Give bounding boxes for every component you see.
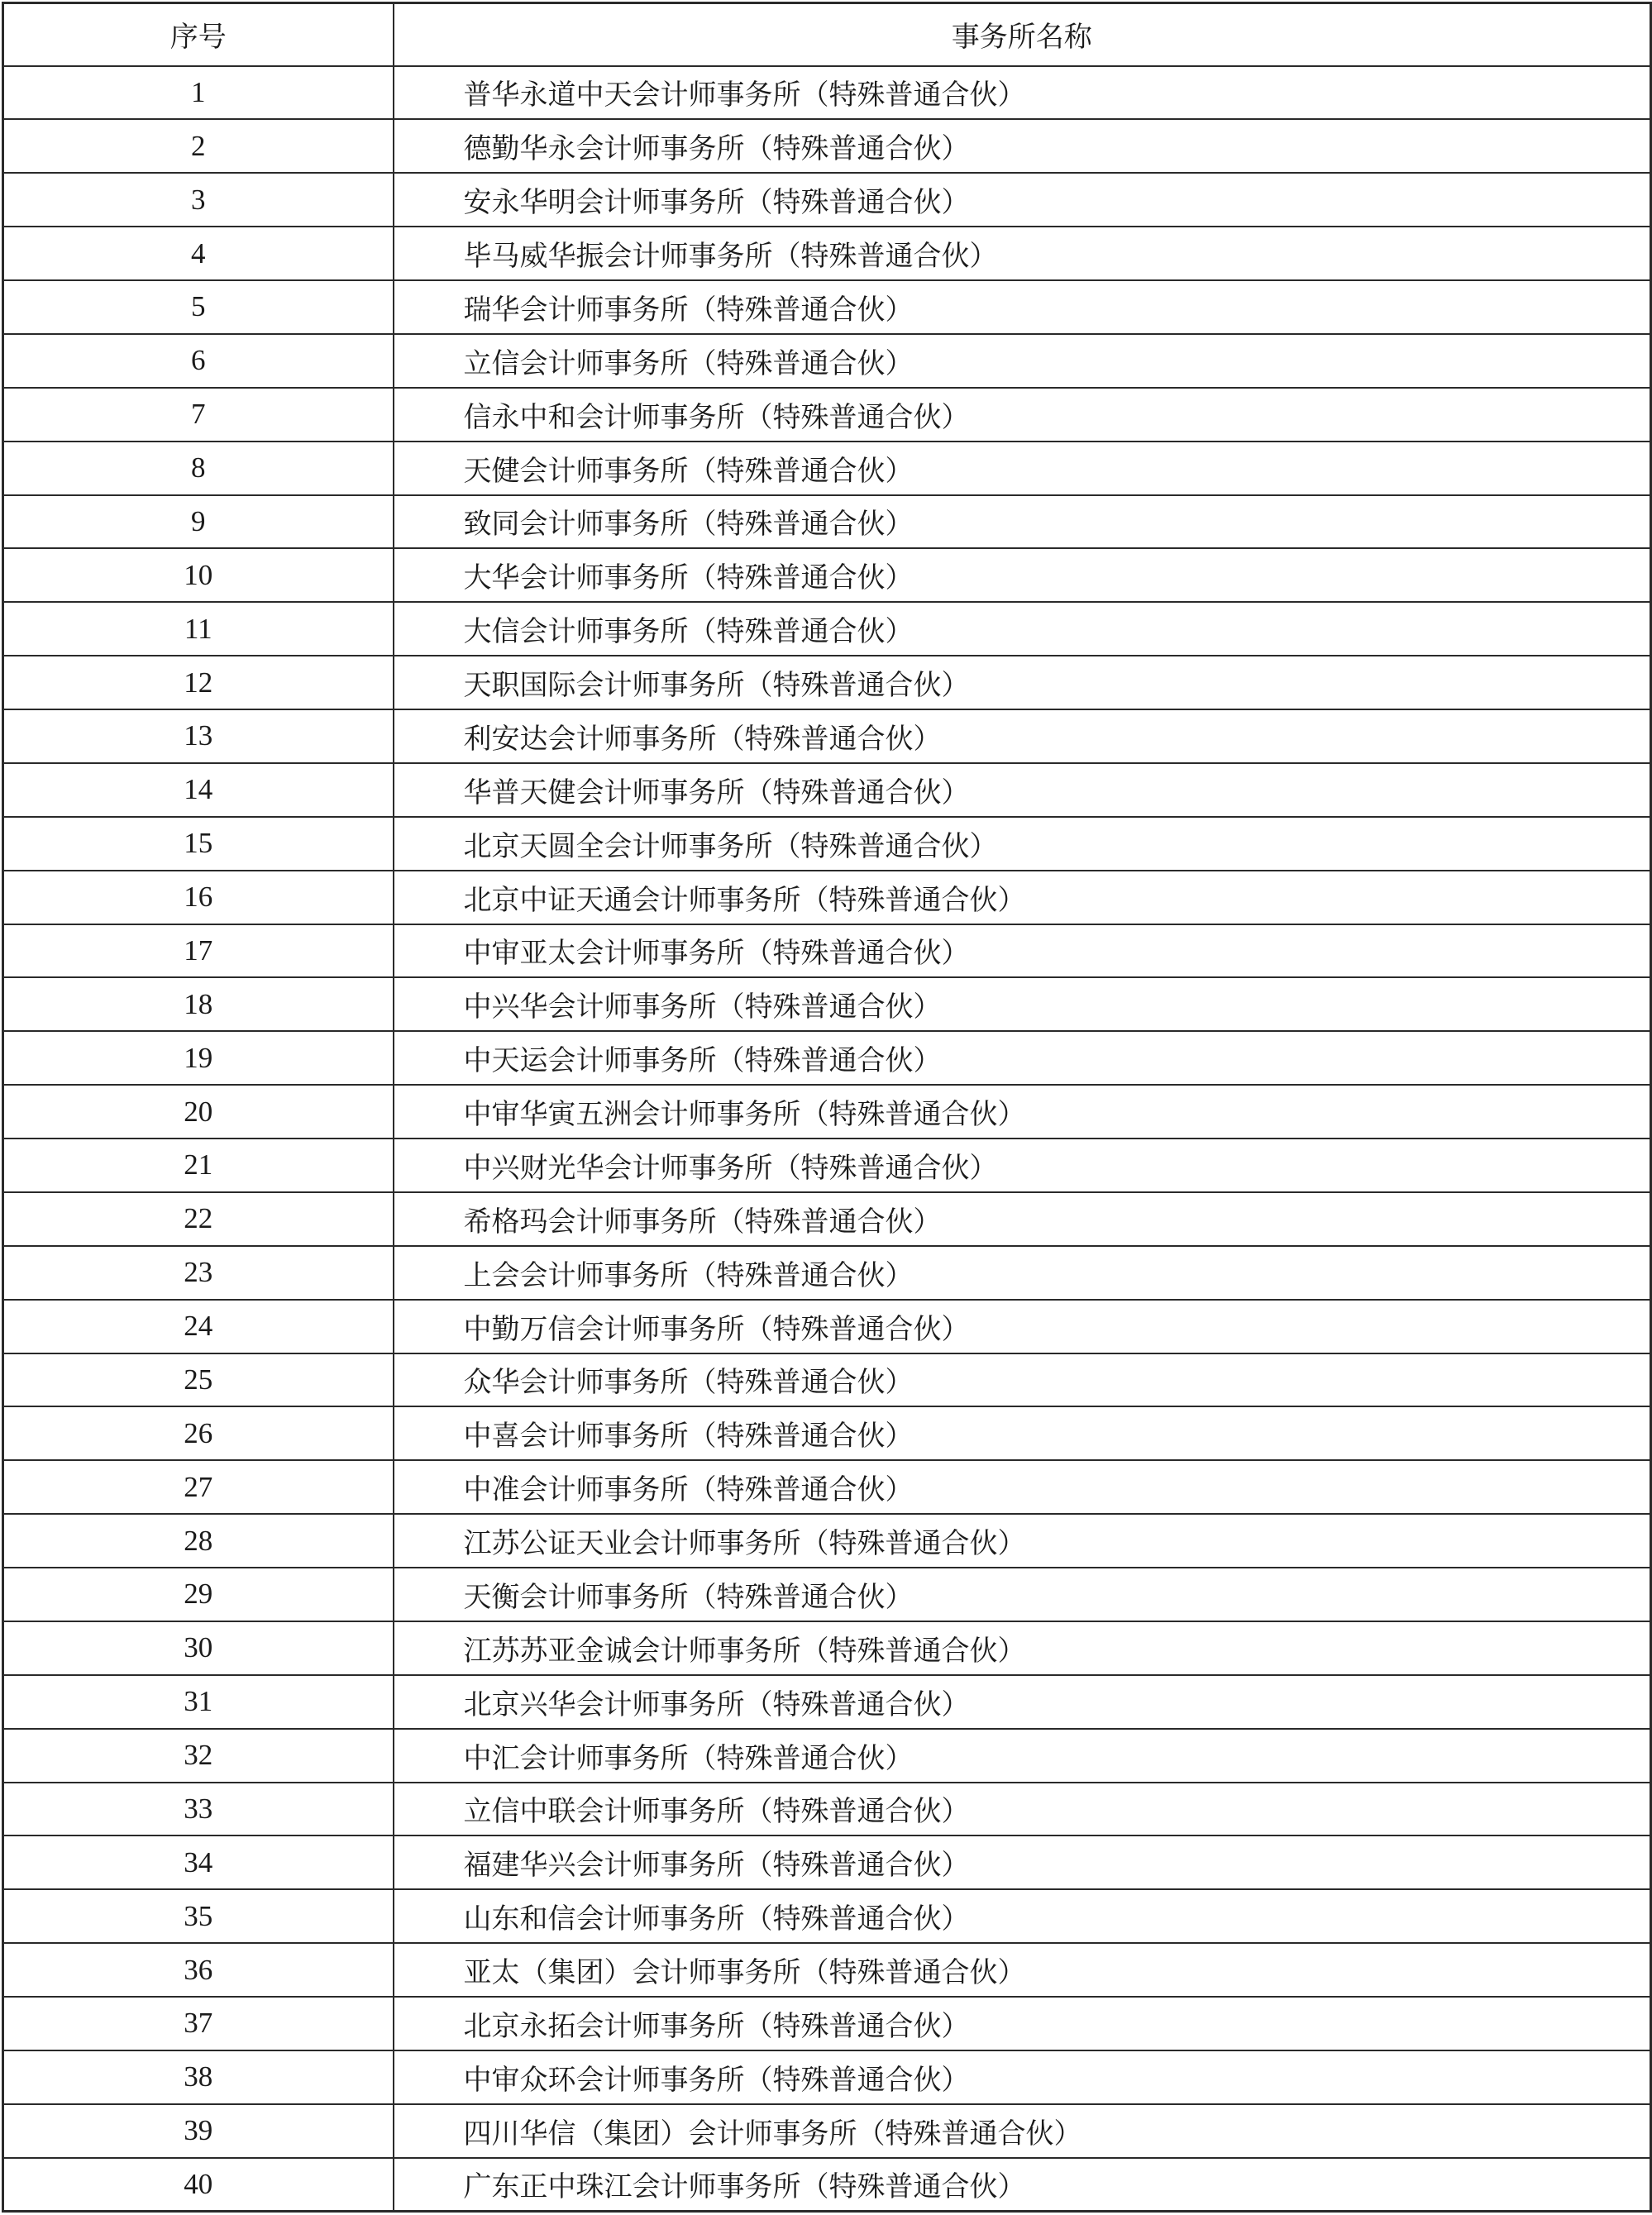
row-index-cell: 7 xyxy=(3,388,394,442)
row-index-cell: 39 xyxy=(3,2104,394,2158)
firm-name-cell: 中审亚太会计师事务所（特殊普通合伙） xyxy=(394,924,1651,978)
row-index-cell: 6 xyxy=(3,334,394,388)
row-index-cell: 30 xyxy=(3,1621,394,1675)
row-index-cell: 36 xyxy=(3,1943,394,1997)
table-row xyxy=(3,1568,1651,1621)
firm-name-cell: 立信会计师事务所（特殊普通合伙） xyxy=(394,334,1651,388)
table-row xyxy=(3,709,1651,763)
row-index-cell: 4 xyxy=(3,227,394,280)
table-row xyxy=(3,1406,1651,1460)
header-index: 序号 xyxy=(3,3,394,66)
firm-name-cell: 中准会计师事务所（特殊普通合伙） xyxy=(394,1460,1651,1514)
table-row xyxy=(3,1729,1651,1783)
row-index-cell: 22 xyxy=(3,1192,394,1246)
table-row xyxy=(3,1300,1651,1353)
row-index-cell: 2 xyxy=(3,119,394,173)
firm-name-cell: 希格玛会计师事务所（特殊普通合伙） xyxy=(394,1192,1651,1246)
row-index-cell: 13 xyxy=(3,709,394,763)
row-index-cell: 40 xyxy=(3,2158,394,2212)
table-row xyxy=(3,548,1651,602)
table-row xyxy=(3,1031,1651,1085)
firm-name-cell: 亚太（集团）会计师事务所（特殊普通合伙） xyxy=(394,1943,1651,1997)
table-row xyxy=(3,763,1651,817)
row-index-cell: 20 xyxy=(3,1085,394,1139)
firm-name-cell: 北京兴华会计师事务所（特殊普通合伙） xyxy=(394,1675,1651,1729)
table-row xyxy=(3,388,1651,442)
accounting-firm-table xyxy=(2,2,1652,2213)
firm-name-cell: 中勤万信会计师事务所（特殊普通合伙） xyxy=(394,1300,1651,1353)
firm-name-cell: 利安达会计师事务所（特殊普通合伙） xyxy=(394,709,1651,763)
table-row xyxy=(3,442,1651,495)
row-index-cell: 17 xyxy=(3,924,394,978)
firm-name-cell: 普华永道中天会计师事务所（特殊普通合伙） xyxy=(394,66,1651,120)
firm-name-cell: 中审众环会计师事务所（特殊普通合伙） xyxy=(394,2050,1651,2104)
row-index-cell: 10 xyxy=(3,548,394,602)
row-index-cell: 25 xyxy=(3,1353,394,1407)
row-index-cell: 5 xyxy=(3,280,394,334)
table-row xyxy=(3,334,1651,388)
row-index-cell: 1 xyxy=(3,66,394,120)
table-row xyxy=(3,1139,1651,1192)
firm-name-cell: 北京中证天通会计师事务所（特殊普通合伙） xyxy=(394,871,1651,924)
table-row xyxy=(3,2050,1651,2104)
row-index-cell: 24 xyxy=(3,1300,394,1353)
table-row xyxy=(3,1675,1651,1729)
row-index-cell: 37 xyxy=(3,1997,394,2050)
table-row xyxy=(3,1460,1651,1514)
table-row xyxy=(3,495,1651,549)
firm-name-cell: 致同会计师事务所（特殊普通合伙） xyxy=(394,495,1651,549)
row-index-cell: 9 xyxy=(3,495,394,549)
firm-name-cell: 中天运会计师事务所（特殊普通合伙） xyxy=(394,1031,1651,1085)
row-index-cell: 19 xyxy=(3,1031,394,1085)
header-firm-name: 事务所名称 xyxy=(394,3,1651,66)
row-index-cell: 16 xyxy=(3,871,394,924)
firm-name-cell: 江苏苏亚金诚会计师事务所（特殊普通合伙） xyxy=(394,1621,1651,1675)
firm-name-cell: 北京天圆全会计师事务所（特殊普通合伙） xyxy=(394,817,1651,871)
firm-name-cell: 立信中联会计师事务所（特殊普通合伙） xyxy=(394,1783,1651,1836)
row-index-cell: 12 xyxy=(3,656,394,709)
firm-name-cell: 华普天健会计师事务所（特殊普通合伙） xyxy=(394,763,1651,817)
row-index-cell: 32 xyxy=(3,1729,394,1783)
firm-name-cell: 瑞华会计师事务所（特殊普通合伙） xyxy=(394,280,1651,334)
row-index-cell: 35 xyxy=(3,1889,394,1943)
firm-name-cell: 江苏公证天业会计师事务所（特殊普通合伙） xyxy=(394,1514,1651,1568)
row-index-cell: 8 xyxy=(3,442,394,495)
table-row xyxy=(3,1621,1651,1675)
firm-name-cell: 毕马威华振会计师事务所（特殊普通合伙） xyxy=(394,227,1651,280)
row-index-cell: 21 xyxy=(3,1139,394,1192)
firm-name-cell: 中汇会计师事务所（特殊普通合伙） xyxy=(394,1729,1651,1783)
table-row xyxy=(3,1997,1651,2050)
firm-name-cell: 众华会计师事务所（特殊普通合伙） xyxy=(394,1353,1651,1407)
firm-name-cell: 天健会计师事务所（特殊普通合伙） xyxy=(394,442,1651,495)
table-row xyxy=(3,119,1651,173)
firm-name-cell: 福建华兴会计师事务所（特殊普通合伙） xyxy=(394,1835,1651,1889)
table-row xyxy=(3,1246,1651,1300)
table-row xyxy=(3,924,1651,978)
firm-name-cell: 中喜会计师事务所（特殊普通合伙） xyxy=(394,1406,1651,1460)
table-body xyxy=(3,66,1651,2212)
firm-name-cell: 大华会计师事务所（特殊普通合伙） xyxy=(394,548,1651,602)
table-row xyxy=(3,2104,1651,2158)
firm-name-cell: 信永中和会计师事务所（特殊普通合伙） xyxy=(394,388,1651,442)
row-index-cell: 27 xyxy=(3,1460,394,1514)
firm-name-cell: 德勤华永会计师事务所（特殊普通合伙） xyxy=(394,119,1651,173)
table-row xyxy=(3,602,1651,656)
table-row xyxy=(3,871,1651,924)
row-index-cell: 29 xyxy=(3,1568,394,1621)
firm-name-cell: 安永华明会计师事务所（特殊普通合伙） xyxy=(394,173,1651,227)
row-index-cell: 3 xyxy=(3,173,394,227)
firm-name-cell: 上会会计师事务所（特殊普通合伙） xyxy=(394,1246,1651,1300)
table-row xyxy=(3,817,1651,871)
row-index-cell: 38 xyxy=(3,2050,394,2104)
table-row xyxy=(3,173,1651,227)
firm-name-cell: 山东和信会计师事务所（特殊普通合伙） xyxy=(394,1889,1651,1943)
row-index-cell: 34 xyxy=(3,1835,394,1889)
firm-name-cell: 四川华信（集团）会计师事务所（特殊普通合伙） xyxy=(394,2104,1651,2158)
row-index-cell: 14 xyxy=(3,763,394,817)
table-row xyxy=(3,1835,1651,1889)
table-row xyxy=(3,1353,1651,1407)
firm-name-cell: 中兴财光华会计师事务所（特殊普通合伙） xyxy=(394,1139,1651,1192)
firm-name-cell: 中审华寅五洲会计师事务所（特殊普通合伙） xyxy=(394,1085,1651,1139)
table-row xyxy=(3,227,1651,280)
row-index-cell: 33 xyxy=(3,1783,394,1836)
row-index-cell: 28 xyxy=(3,1514,394,1568)
firm-name-cell: 北京永拓会计师事务所（特殊普通合伙） xyxy=(394,1997,1651,2050)
table-row xyxy=(3,1192,1651,1246)
table-row xyxy=(3,1783,1651,1836)
row-index-cell: 31 xyxy=(3,1675,394,1729)
table-row xyxy=(3,1514,1651,1568)
row-index-cell: 15 xyxy=(3,817,394,871)
table-row xyxy=(3,1889,1651,1943)
table-row xyxy=(3,1943,1651,1997)
table-row xyxy=(3,1085,1651,1139)
row-index-cell: 26 xyxy=(3,1406,394,1460)
firm-name-cell: 天衡会计师事务所（特殊普通合伙） xyxy=(394,1568,1651,1621)
firm-name-cell: 大信会计师事务所（特殊普通合伙） xyxy=(394,602,1651,656)
table-row xyxy=(3,66,1651,120)
row-index-cell: 11 xyxy=(3,602,394,656)
table-row xyxy=(3,977,1651,1031)
table-row xyxy=(3,656,1651,709)
table-header xyxy=(3,3,1651,66)
header-row xyxy=(3,3,1651,66)
firm-name-cell: 中兴华会计师事务所（特殊普通合伙） xyxy=(394,977,1651,1031)
row-index-cell: 23 xyxy=(3,1246,394,1300)
firm-name-cell: 广东正中珠江会计师事务所（特殊普通合伙） xyxy=(394,2158,1651,2212)
row-index-cell: 18 xyxy=(3,977,394,1031)
firm-name-cell: 天职国际会计师事务所（特殊普通合伙） xyxy=(394,656,1651,709)
table-row xyxy=(3,280,1651,334)
table-row xyxy=(3,2158,1651,2212)
